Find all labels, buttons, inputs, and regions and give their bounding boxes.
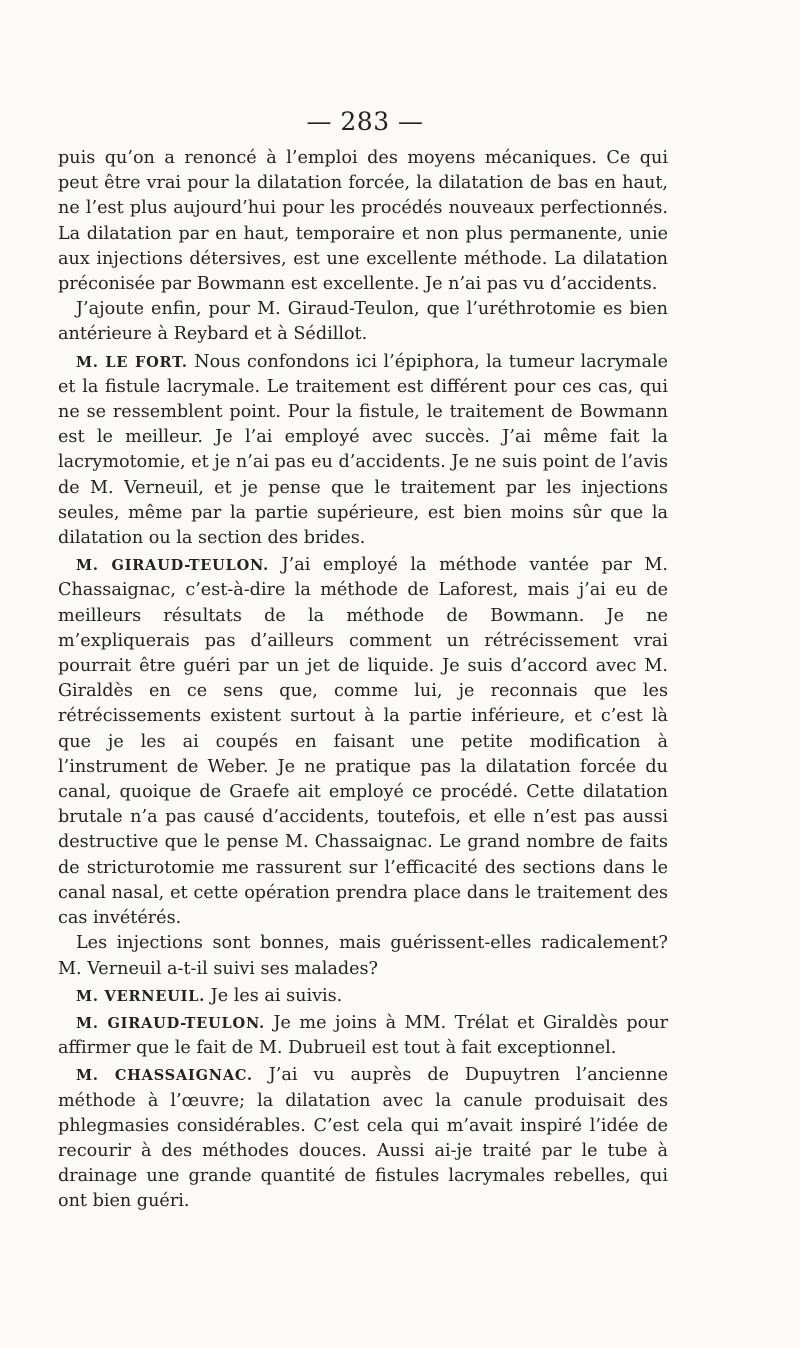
paragraph-text: J’ajoute enfin, pour M. Giraud-Teulon, que l’uréthrotomie es bien antérieure à Reybard et à Sédillot. [58, 299, 668, 345]
paragraph-text: Les injections sont bonnes, mais guérissent-elles radicalement? M. Verneuil a-t-il suivi ses malades? [58, 933, 668, 979]
speaker-name: M. CHASSAIGNAC. [76, 1067, 253, 1085]
paragraph-injections [58, 931, 668, 981]
speaker-name: M. VERNEUIL. [76, 987, 206, 1005]
paragraph-giraud-teulon-1 [58, 553, 668, 931]
paragraph-le-fort [58, 350, 668, 552]
paragraph-text: J’ai vu auprès de Dupuytren l’ancienne méthode à l’œuvre; la dilatation avec la canule produisait des phlegmasies considérables. C’est cela qui m’avait inspiré l’idée de recourir à des méthodes douces. Aussi ai-je traité par le tube à drainage une grande quantité de fistules lacrymales rebelles, qui ont bien guéri. [58, 1065, 668, 1212]
paragraph-text: Je me joins à MM. Trélat et Giraldès pour affirmer que le fait de M. Dubrueil est tout à fait exceptionnel. [58, 1012, 668, 1059]
paragraph-uréthrotomie [58, 297, 668, 347]
paragraph-chassaignac [58, 1063, 668, 1214]
speaker-name: M. LE FORT. [76, 353, 188, 371]
paragraph-verneuil [58, 984, 668, 1009]
speaker-name: M. GIRAUD-TEULON. [76, 557, 269, 575]
paragraph-text: puis qu’on a renoncé à l’emploi des moyens mécaniques. Ce qui peut être vrai pour la dilatation forcée, la dilatation de bas en haut, ne l’est plus aujourd’hui pour les procédés nouveaux perfectionnés. La dilatation par en haut, temporaire et non plus permanente, unie aux injections détersives, est une excellente méthode. La dilatation préconisée par Bowmann est excellente. Je n’ai pas vu d’accidents. [58, 148, 668, 295]
book-page [58, 104, 668, 1215]
paragraph-text: Je les ai suivis. [210, 985, 343, 1006]
page-number: — 283 — [306, 107, 424, 136]
paragraph-text: Nous confondons ici l’épiphora, la tumeur lacrymale et la fistule lacrymale. Le traitement est différent pour ces cas, qui ne se ressemblent point. Pour la fistule, le traitement de Bowmann est le meilleur. Je l’ai employé avec succès. J’ai même fait la lacrymotomie, et je n’ai pas eu d’accidents. Je ne suis point de l’avis de M. Verneuil, et je pense que le traitement par les injections seules, même par la partie supérieure, est bien moins sûr que la dilatation ou la section des brides. [58, 351, 668, 549]
paragraph-continuation [58, 146, 668, 297]
paragraph-giraud-teulon-2 [58, 1011, 668, 1061]
paragraph-text: J’ai employé la méthode vantée par M. Chassaignac, c’est-à-dire la méthode de Laforest, mais j’ai eu de meilleurs résultats de la méthode de Bowmann. Je ne m’expliquerais pas d’ailleurs comment un rétrécissement vrai pourrait être guéri par un jet de liquide. Je suis d’accord avec M. Giraldès en ce sens que, comme lui, je reconnais que les rétrécissements existent surtout à la partie inférieure, et c’est là que je les ai coupés en faisant une petite modification à l’instrument de Weber. Je ne pratique pas la dilatation forcée du canal, quoique de Graefe ait employé ce procédé. Cette dilatation brutale n’a pas causé d’accidents, toutefois, et elle n’est pas aussi destructive que le pense M. Chassaignac. Le grand nombre de faits de stricturotomie me rassurent sur l’efficacité des sections dans le canal nasal, et cette opération prendra place dans le traitement des cas invétérés. [58, 555, 668, 929]
speaker-name: M. GIRAUD-TEULON. [76, 1014, 265, 1032]
